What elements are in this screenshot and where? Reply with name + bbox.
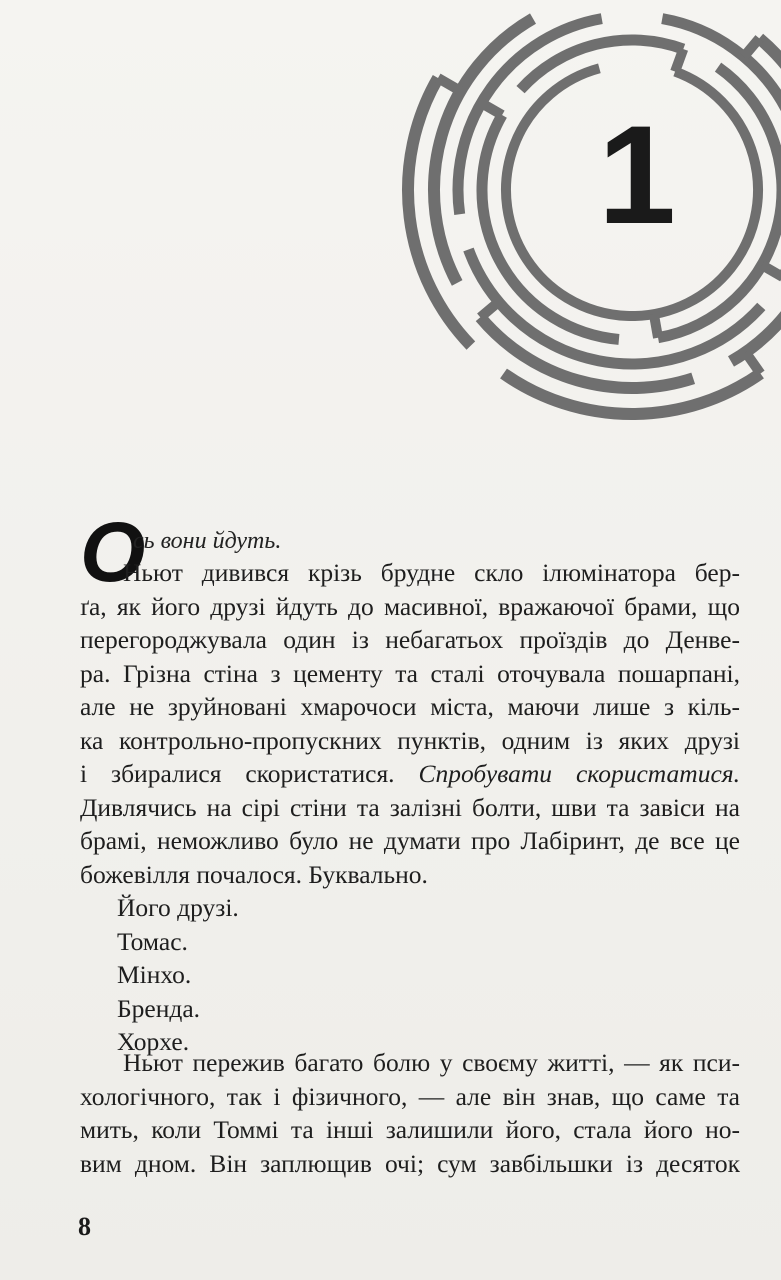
text-line: божевілля почалося. Буквально. [80,859,428,889]
text-line: Ньют пережив багато болю у своєму житті, — як пси- [123,1048,740,1077]
chapter-number: 1 [598,96,672,253]
text-line: Дивлячись на сірі стіни та залізні болти, шви та завіси на [80,792,740,822]
text-line: хологічного, так і фізичного, — але він знав, що саме та [80,1081,740,1111]
drop-cap: О [80,505,146,599]
maze-ring-spoke [654,314,658,338]
maze-ring-spoke [480,302,498,317]
maze-ring-spoke [746,352,761,373]
opening-line: сь вони йдуть. [133,528,282,554]
names-intro: Його друзі. [117,893,239,922]
name-brenda: Бренда. [117,994,201,1023]
text-line: ка контрольно-пропускних пунктів, одним із яких друзі [80,725,740,755]
name-jorge: Хорхе. [117,1027,190,1056]
text-segment: і збиралися скористатися. [80,759,395,788]
text-line-mixed [80,757,740,791]
maze-ring-spoke [744,38,759,56]
page-number: 8 [78,1212,91,1241]
maze-emblem-icon [360,0,781,450]
text-line: вим дном. Він заплющив очі; сум завбільшки із десяток [80,1148,740,1178]
italic-phrase: Спробувати скористатися. [418,759,741,788]
maze-rings-graphic [360,0,781,450]
paragraph-1 [80,556,740,891]
text-line: ґа, як його друзі йдуть до масивної, вражаючої брами, що [80,591,740,621]
text-line: ра. Грізна стіна з цементу та сталі оточувала пошарпані, [80,658,740,688]
maze-ring-arc [658,67,781,338]
maze-ring-spoke [438,78,461,91]
maze-ring-spoke [481,103,502,115]
text-line: мить, коли Томмі та інші залишили його, стала його но- [80,1115,740,1144]
paragraph-2 [80,1046,740,1180]
text-line: але не зруйновані хмарочоси міста, маючи лише з кіль- [80,692,740,721]
maze-ring-spoke [762,265,781,277]
text-line: брамі, неможливо було не думати про Лабіринт, де все це [80,826,740,855]
name-thomas: Томас. [117,927,188,956]
text-line: перегороджувала один із небагатьох проїздів до Денве- [80,625,740,654]
text-line: Ньют дивився крізь брудне скло ілюмінатора бер- [123,558,740,587]
maze-ring-arc [521,40,684,90]
name-minho: Мінхо. [117,960,192,989]
